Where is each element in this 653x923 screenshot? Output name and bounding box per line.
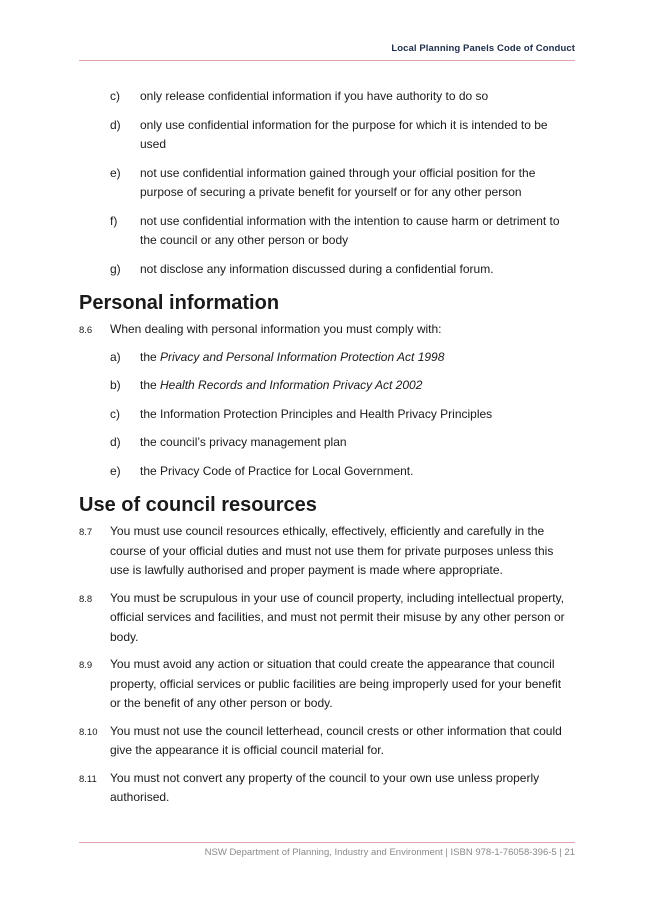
list-label: d) [110, 435, 121, 449]
clause-paragraph [79, 769, 575, 808]
list-label: c) [110, 89, 120, 103]
clause-text: You must not convert any property of the council to your own use unless properly authorised. [110, 770, 540, 804]
clause-number: 8.10 [79, 726, 98, 738]
clause-text: When dealing with personal information you must comply with: [110, 322, 442, 336]
list-item [79, 348, 575, 368]
list-label: b) [110, 378, 121, 392]
clause-text: You must use council resources ethically, effectively, efficiently and carefully in the course of your official duties and must not use them for private purposes unless this use is lawfully authorised and proper payment is made where appropriate. [110, 524, 554, 577]
clause-number: 8.6 [79, 325, 93, 336]
list-label: e) [110, 463, 121, 478]
list-text: only use confidential information for the purpose for which it is intended to be used [140, 117, 548, 151]
page-body [79, 87, 575, 816]
section-heading-personal-information: Personal information [79, 292, 280, 314]
act-title: Health Records and Information Privacy Act 2002 [160, 378, 423, 392]
clause-paragraph [79, 320, 575, 340]
list-label: g) [110, 261, 121, 276]
list-label: f) [110, 213, 118, 228]
clause-text: You must avoid any action or situation that could create the appearance that council property, official services or public facilities are being improperly used for your benefit or the benefit of any other person or body. [110, 657, 562, 710]
list-text: not use confidential information with the intention to cause harm or detriment to the council or any other person or body [140, 213, 560, 247]
clause-paragraph [79, 655, 575, 714]
clause-paragraph [79, 722, 575, 761]
list-item [79, 433, 575, 453]
clause-text: You must not use the council letterhead, council crests or other information that could give the appearance it is official council material for. [110, 723, 562, 757]
running-footer: NSW Department of Planning, Industry and Environment | ISBN 978-1-76058-396-5 | 21 [204, 847, 575, 858]
clause-number: 8.7 [79, 527, 93, 538]
footer-rule [79, 842, 575, 843]
clause-text: You must be scrupulous in your use of council property, including intellectual property, official services and facilities, and must not permit their misuse by any other person or body. [110, 590, 565, 644]
list-text: not disclose any information discussed during a confidential forum. [140, 261, 494, 276]
list-item [79, 405, 575, 425]
list-item [79, 260, 575, 280]
list-item [79, 87, 575, 107]
list-text: only release confidential information if you have authority to do so [140, 89, 489, 103]
clause-number: 8.8 [79, 593, 93, 605]
clause-number: 8.9 [79, 660, 93, 671]
list-text: not use confidential information gained through your official position for the purpose of securing a private benefit for yourself or for any other person [140, 165, 536, 199]
list-text: the Privacy Code of Practice for Local Government. [140, 463, 414, 478]
header-rule [79, 60, 575, 61]
list-item [79, 462, 575, 482]
list-text: the council’s privacy management plan [140, 435, 347, 449]
clause-paragraph [79, 589, 575, 648]
list-item [79, 116, 575, 155]
list-text-prefix: the [140, 378, 161, 392]
list-item [79, 376, 575, 396]
list-item [79, 164, 575, 203]
list-label: e) [110, 165, 121, 180]
clause-paragraph [79, 522, 575, 581]
running-header: Local Planning Panels Code of Conduct [391, 43, 575, 54]
list-item [79, 212, 575, 251]
list-label: d) [110, 117, 121, 132]
list-text-prefix: the [140, 349, 161, 364]
act-title: Privacy and Personal Information Protection Act 1998 [160, 349, 445, 364]
section-heading-use-of-council-resources: Use of council resources [79, 494, 317, 516]
clause-number: 8.11 [79, 773, 97, 785]
list-label: a) [110, 349, 121, 364]
list-text: the Information Protection Principles and Health Privacy Principles [140, 406, 493, 421]
list-label: c) [110, 406, 120, 421]
